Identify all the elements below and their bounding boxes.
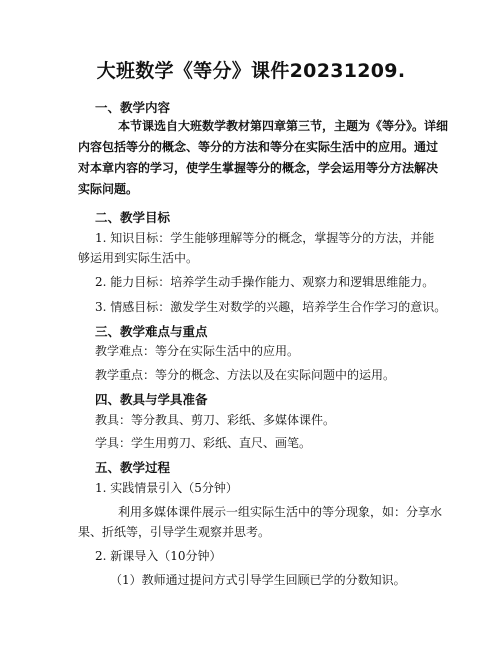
objective-item: 2. 能力目标：培养学生动手操作能力、观察力和逻辑思维能力。 xyxy=(95,275,435,289)
section-heading-objectives: 二、教学目标 xyxy=(95,210,171,225)
section-heading-materials: 四、教具与学具准备 xyxy=(95,392,208,407)
process-step: 1. 实践情景引入（5分钟） xyxy=(95,481,238,495)
section-heading-difficulties: 三、教学难点与重点 xyxy=(95,324,208,339)
keypoint-item: 教学重点：等分的概念、方法以及在实际问题中的运用。 xyxy=(95,368,396,382)
difficulty-item: 教学难点：等分在实际生活中的应用。 xyxy=(95,344,300,358)
document-title: 大班数学《等分》课件20231209. xyxy=(96,60,406,82)
process-text: 利用多媒体课件展示一组实际生活中的等分现象，如：分享水 xyxy=(118,505,443,519)
objective-item-continued: 够运用到实际生活中。 xyxy=(78,251,199,265)
material-item: 学具：学生用剪刀、彩纸、直尺、画笔。 xyxy=(95,436,312,450)
section-heading-process: 五、教学过程 xyxy=(95,460,171,475)
paragraph-line: 对本章内容的学习，使学生掌握等分的概念，学会运用等分方法解决 xyxy=(78,161,439,175)
objective-item: 1. 知识目标：学生能够理解等分的概念，掌握等分的方法，并能 xyxy=(95,231,435,245)
material-item: 教具：等分教具、剪刀、彩纸、多媒体课件。 xyxy=(95,413,336,427)
paragraph-line: 本节课选自大班数学教材第四章第三节，主题为《等分》。详细 xyxy=(118,119,449,133)
process-text: （1）教师通过提问方式引导学生回顾已学的分数知识。 xyxy=(110,573,406,587)
process-step: 2. 新课导入（10分钟） xyxy=(95,549,222,563)
paragraph-line: 内容包括等分的概念、等分的方法和等分在实际生活中的应用。通过 xyxy=(78,140,439,154)
section-heading-content: 一、教学内容 xyxy=(95,100,171,115)
objective-item: 3. 情感目标：激发学生对数学的兴趣，培养学生合作学习的意识。 xyxy=(95,300,447,314)
process-text: 果、折纸等，引导学生观察并思考。 xyxy=(78,525,271,539)
paragraph-line: 实际问题。 xyxy=(78,182,139,196)
